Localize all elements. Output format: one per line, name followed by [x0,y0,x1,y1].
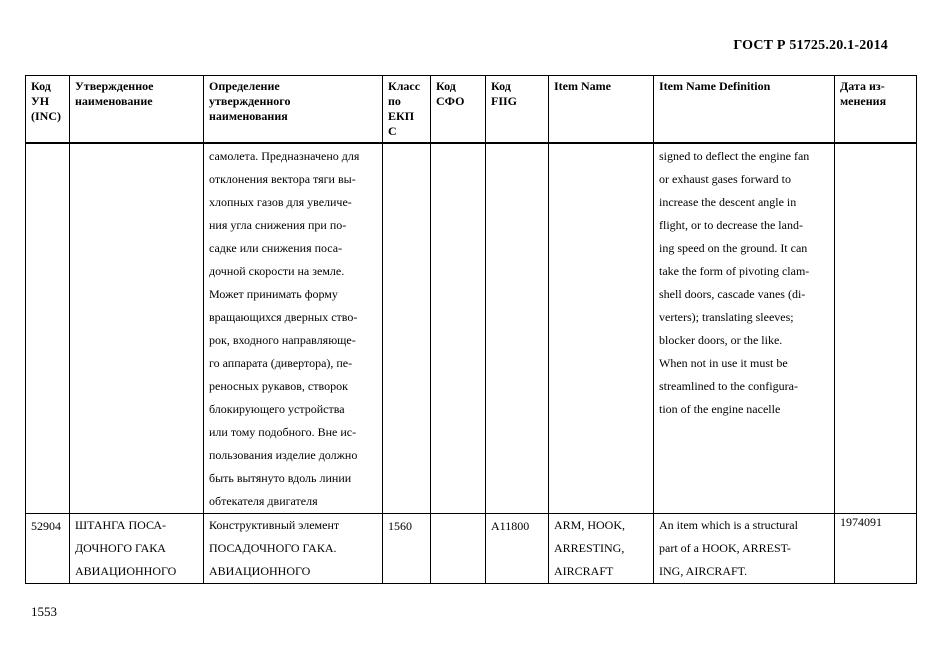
entry-item-name-line: ARRESTING, [554,541,625,555]
header-class-line: С [388,124,397,138]
header-definition-line: утвержденного [209,94,291,108]
entry-row [26,514,917,584]
definition-en-line: take the form of pivoting clam- [659,264,810,278]
header-inc-line: Код [31,79,51,93]
header-inc [26,76,70,144]
header-fiig-line: FIIG [491,94,518,108]
header-fiig [486,76,549,144]
definition-en-line: verters); translating sleeves; [659,310,794,324]
definition-en-line: or exhaust gases forward to [659,172,791,186]
header-item-name [549,76,654,144]
definition-en-line: increase the descent angle in [659,195,797,209]
definition-ru-line: или тому подобного. Вне ис- [209,425,357,439]
continuation-row [26,143,917,514]
header-change-date-line: Дата из- [840,79,885,93]
definition-en-line: ing speed on the ground. It can [659,241,808,255]
definition-en-line: streamlined to the configura- [659,379,798,393]
header-approved-name-line: наименование [75,94,153,108]
entry-item-name-cell [549,514,654,584]
definition-ru-line: го аппарата (дивертора), пе- [209,356,353,370]
nomenclature-table [25,75,917,584]
entry-inc-cell [26,514,70,584]
cont-class-cell [383,143,431,514]
definition-en-line: shell doors, cascade vanes (di- [659,287,806,301]
header-class [383,76,431,144]
entry-change-date-cell [835,514,917,584]
header-item-name-line: Item Name [554,79,611,93]
entry-definition-ru-line: Конструктивный элемент [209,518,340,532]
definition-ru-line: отклонения вектора тяги вы- [209,172,356,186]
header-inc-line: УН [31,94,50,108]
header-definition-line: Определение [209,79,280,93]
definition-ru-line: блокирующего устройства [209,402,345,416]
entry-sfo-cell [431,514,486,584]
definition-ru-line: садке или снижения поса- [209,241,343,255]
header-inc-line: (INC) [31,109,61,123]
entry-fiig: A11800 [491,519,530,533]
entry-item-name-line: ARM, HOOK, [554,518,626,532]
header-sfo [431,76,486,144]
definition-ru-line: самолета. Предназначено для [209,149,360,163]
entry-name-ru-line: ШТАНГА ПОСА- [75,518,167,532]
entry-name-ru-line: ДОЧНОГО ГАКА [75,541,166,555]
cont-item-definition-cell [654,143,835,514]
definition-ru-line: хлопных газов для увеличе- [209,195,352,209]
definition-ru-line: пользования изделие должно [209,448,358,462]
header-item-name-definition [654,76,835,144]
entry-class-cell [383,514,431,584]
definition-ru-line: дочной скорости на земле. [209,264,345,278]
header-definition [204,76,383,144]
entry-class: 1560 [388,519,412,533]
cont-item-name-cell [549,143,654,514]
entry-definition-ru-cell [204,514,383,584]
entry-inc: 52904 [31,519,61,533]
cont-sfo-cell [431,143,486,514]
definition-ru-line: обтекателя двигателя [209,494,318,508]
entry-item-definition-line: ING, AIRCRAFT. [659,564,748,578]
definition-ru-line: рок, входного направляюще- [209,333,356,347]
entry-name-ru-cell [70,514,204,584]
header-fiig-line: Код [491,79,511,93]
header-class-line: по [388,94,401,108]
definition-ru-line: быть вытянуто вдоль линии [209,471,352,485]
header-definition-line: наименования [209,109,288,123]
document-standard-id: ГОСТ Р 51725.20.1-2014 [733,38,888,53]
entry-item-definition-line: An item which is a structural [659,518,798,532]
header-change-date-line: менения [840,94,887,108]
cont-change-date-cell [835,143,917,514]
entry-sfo [436,514,480,519]
header-sfo-line: Код [436,79,456,93]
cont-inc-cell [26,143,70,514]
entry-item-definition-line: part of a HOOK, ARREST- [659,541,791,555]
entry-fiig-cell [486,514,549,584]
header-approved-name-line: Утвержденное [75,79,154,93]
cont-definition-ru-cell [204,143,383,514]
definition-en-line: signed to deflect the engine fan [659,149,810,163]
header-item-name-definition-line: Item Name Definition [659,79,771,93]
header-change-date [835,76,917,144]
cont-fiig-cell [486,143,549,514]
cont-name-ru-cell [70,143,204,514]
header-class-line: ЕКП [388,109,415,123]
entry-item-definition-cell [654,514,835,584]
entry-definition-ru-line: АВИАЦИОННОГО [209,564,311,578]
header-approved-name [70,76,204,144]
entry-name-ru-line: АВИАЦИОННОГО [75,564,177,578]
header-class-line: Класс [388,79,421,93]
entry-change-date: 1974091 [840,515,882,529]
header-sfo-line: СФО [436,94,465,108]
definition-en-line: When not in use it must be [659,356,788,370]
entry-definition-ru-line: ПОСАДОЧНОГО ГАКА. [209,541,337,555]
definition-ru-line: вращающихся дверных ство- [209,310,358,324]
page-number: 1553 [31,604,57,619]
definition-en-line: tion of the engine nacelle [659,402,781,416]
definition-en-line: blocker doors, or the like. [659,333,783,347]
entry-item-name-line: AIRCRAFT [554,564,614,578]
header-row [26,76,917,144]
definition-ru-line: реносных рукавов, створок [209,379,348,393]
definition-ru-line: ния угла снижения при по- [209,218,347,232]
definition-ru-line: Может принимать форму [209,287,338,301]
definition-en-line: flight, or to decrease the land- [659,218,803,232]
